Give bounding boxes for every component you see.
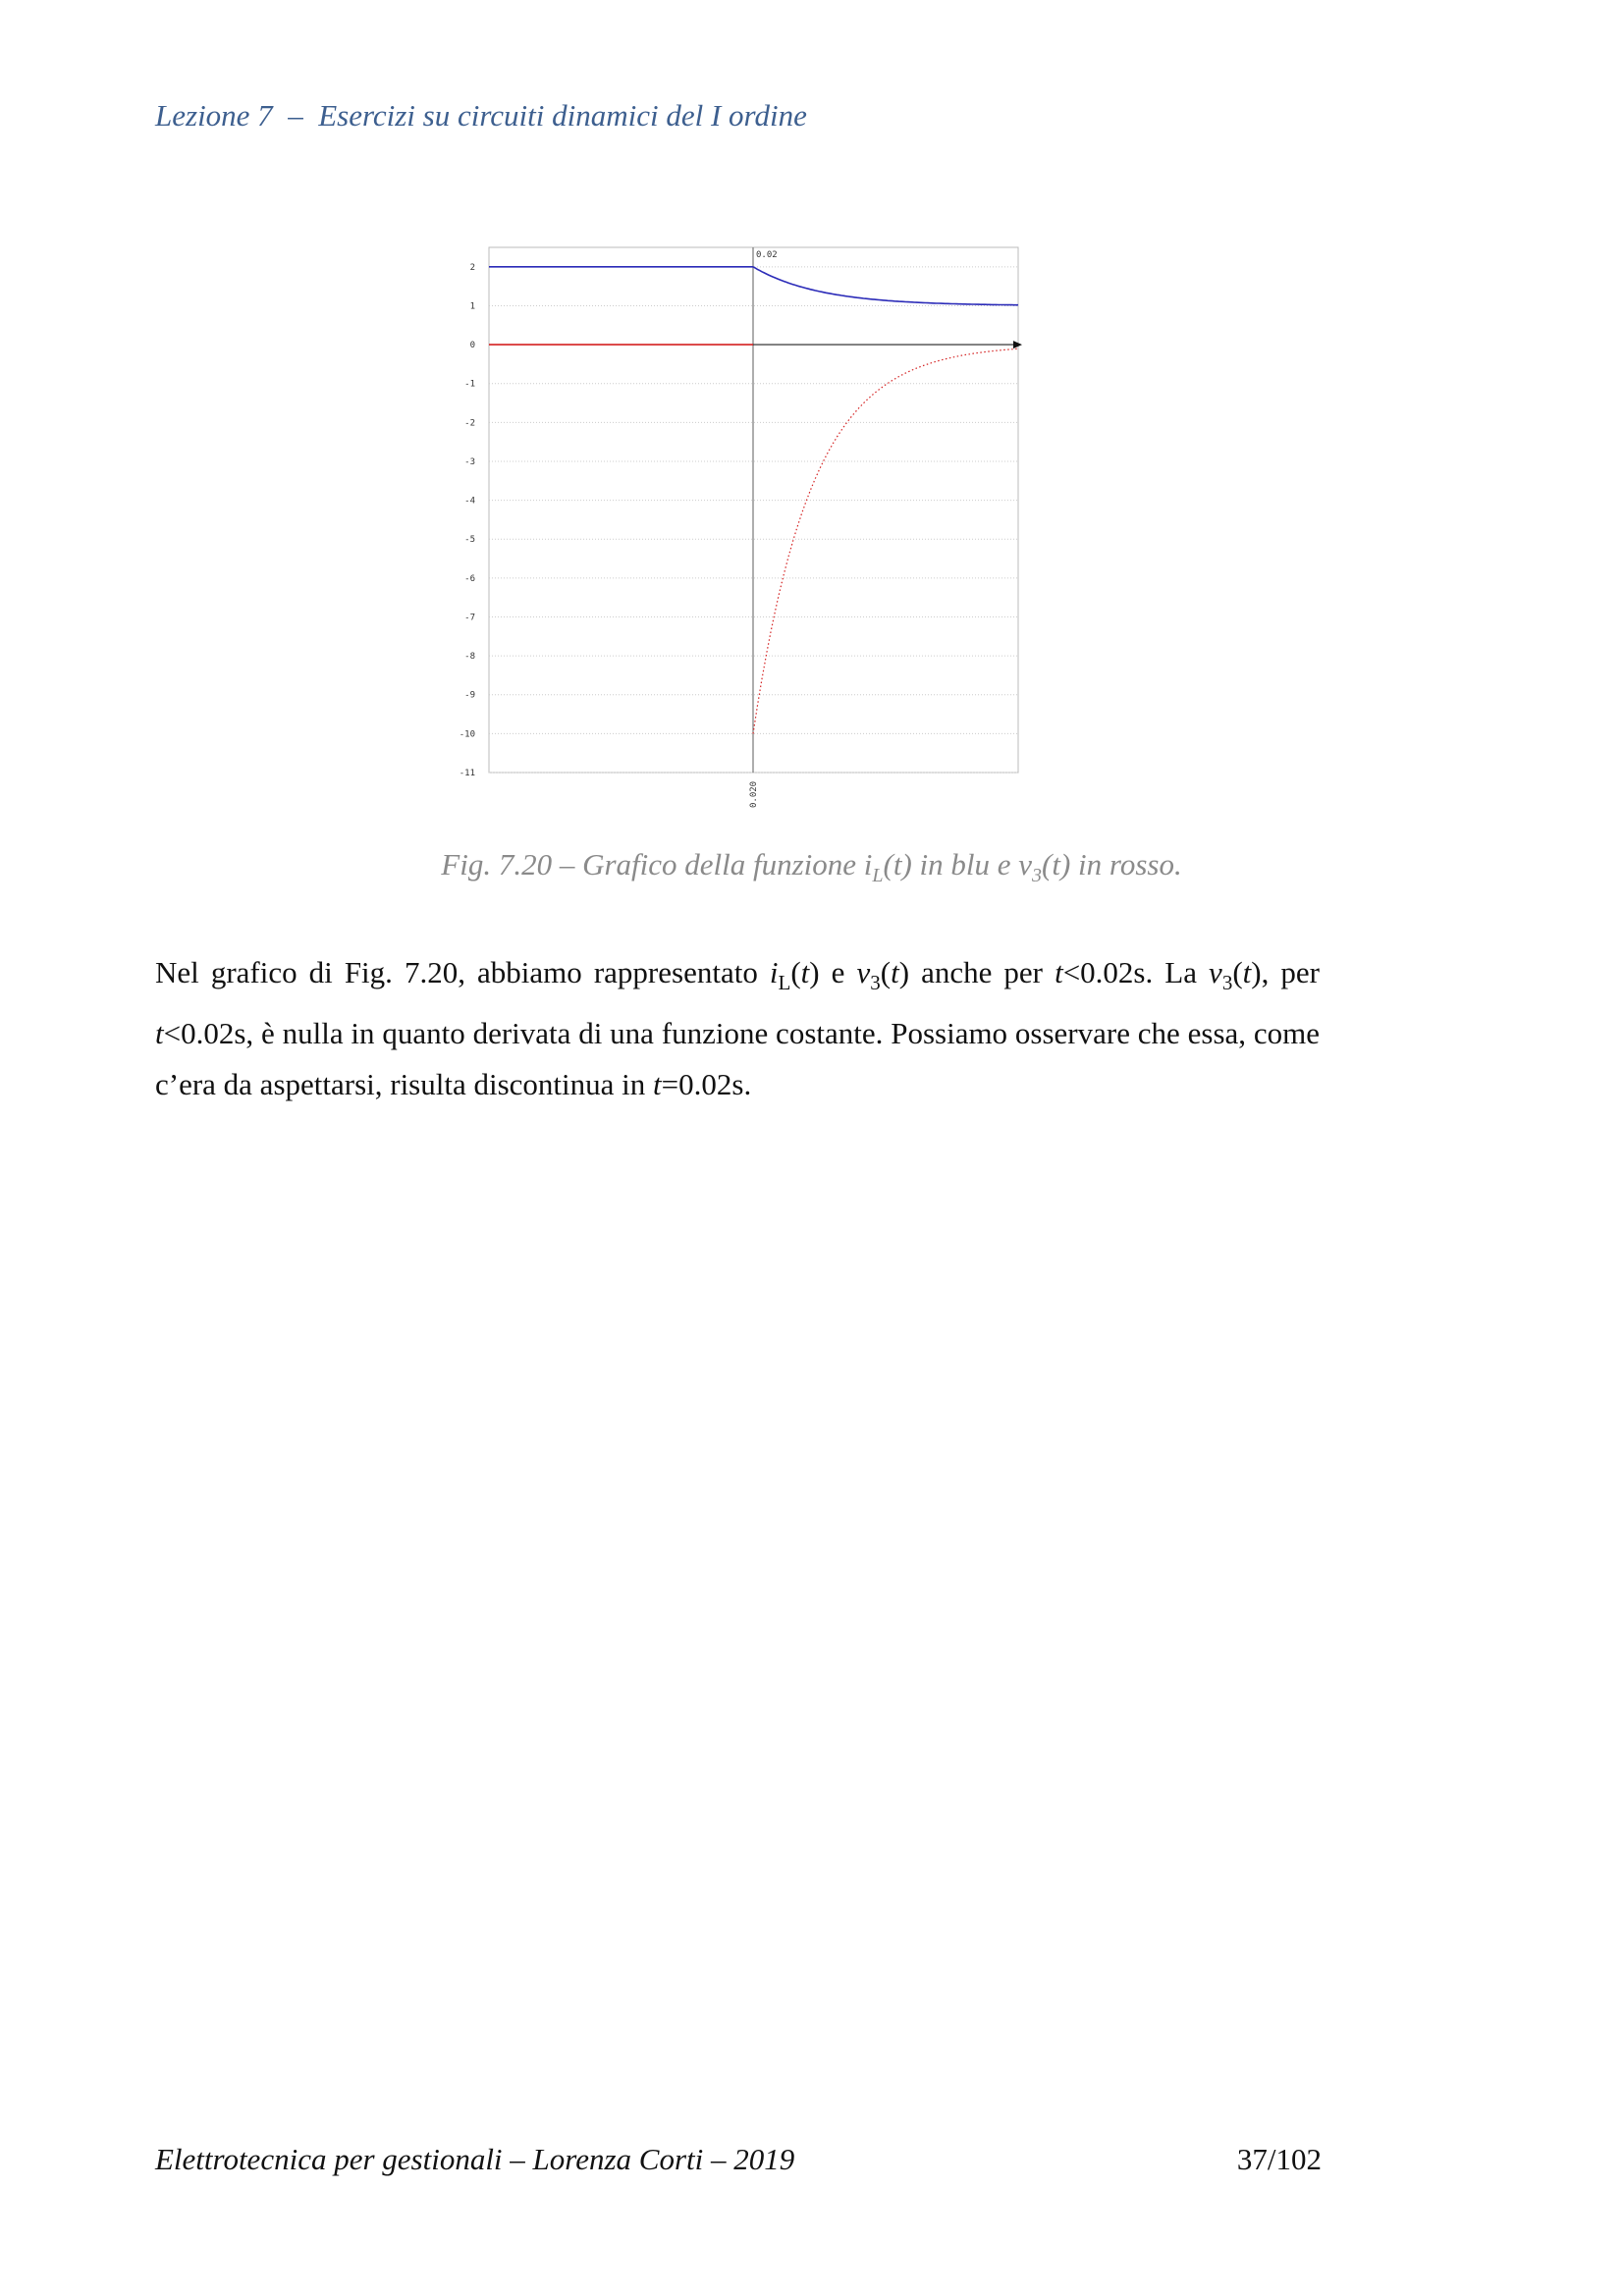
para-text-5: <0.02s, è nulla in quanto derivata di una funzione costante. Possiamo osservare che essa, come c’era da aspettarsi, risulta discontinua in	[155, 1016, 1320, 1102]
y-tick-label: -11	[459, 769, 475, 778]
paren: (	[790, 955, 801, 989]
body-paragraph	[155, 947, 1320, 1110]
y-tick-label: 0	[469, 341, 475, 351]
para-text-2: ) anche per	[898, 955, 1055, 989]
y-tick-label: -10	[459, 729, 475, 740]
header-separator: –	[288, 98, 303, 133]
var-t: t	[891, 955, 899, 989]
y-tick-label: -8	[464, 652, 475, 663]
var-t: t	[1055, 955, 1063, 989]
caption-text-3: (t) in rosso.	[1042, 847, 1182, 881]
sub-L: L	[778, 971, 791, 995]
sub-3: 3	[870, 971, 881, 995]
header-lesson: Lezione 7	[155, 98, 273, 133]
y-tick-label: -6	[464, 573, 475, 584]
var-t: t	[800, 955, 810, 989]
y-tick-label: -1	[464, 379, 475, 390]
caption-subscript-L: L	[872, 865, 884, 887]
caption-text-1: Fig. 7.20 – Grafico della funzione i	[441, 847, 873, 881]
chart	[454, 236, 1043, 825]
paren: (	[1232, 955, 1243, 989]
figure-caption	[0, 847, 1623, 887]
para-text-6: =0.02s.	[661, 1067, 752, 1102]
y-tick-label: -9	[464, 690, 475, 701]
header-title: Esercizi su circuiti dinamici del I ordine	[318, 98, 807, 133]
y-tick-label: 2	[469, 262, 475, 273]
footer-title: Elettrotecnica per gestionali – Lorenza Corti – 2019	[155, 2142, 795, 2176]
var-v: v	[1209, 955, 1222, 989]
running-header	[155, 98, 807, 133]
y-tick-label: -5	[464, 535, 475, 546]
var-t: t	[155, 1016, 164, 1051]
y-tick-label: -3	[464, 456, 475, 467]
y-tick-label: -7	[464, 613, 475, 623]
para-text-4: ), per	[1251, 955, 1320, 989]
figure-7-20	[454, 236, 1043, 829]
page-number: 37/102	[1236, 2142, 1322, 2176]
var-v: v	[856, 955, 871, 989]
sub-3: 3	[1221, 971, 1233, 995]
x-tick-label: 0.020	[749, 780, 759, 808]
var-t: t	[653, 1067, 662, 1102]
para-text: ) e	[809, 955, 857, 989]
para-text-3: <0.02s. La	[1062, 955, 1210, 989]
y-tick-label: -2	[464, 418, 475, 429]
paren: (	[880, 955, 892, 989]
y-tick-label: 1	[469, 301, 475, 312]
caption-text-2: (t) in blu e v	[883, 847, 1033, 881]
var-t: t	[1242, 955, 1252, 989]
y-tick-label: -4	[464, 496, 475, 507]
caption-subscript-3: 3	[1032, 865, 1043, 887]
time-marker-label: 0.02	[756, 250, 778, 260]
var-i: i	[769, 955, 779, 989]
para-text-1: Nel grafico di Fig. 7.20, abbiamo rappresentato	[155, 955, 770, 989]
